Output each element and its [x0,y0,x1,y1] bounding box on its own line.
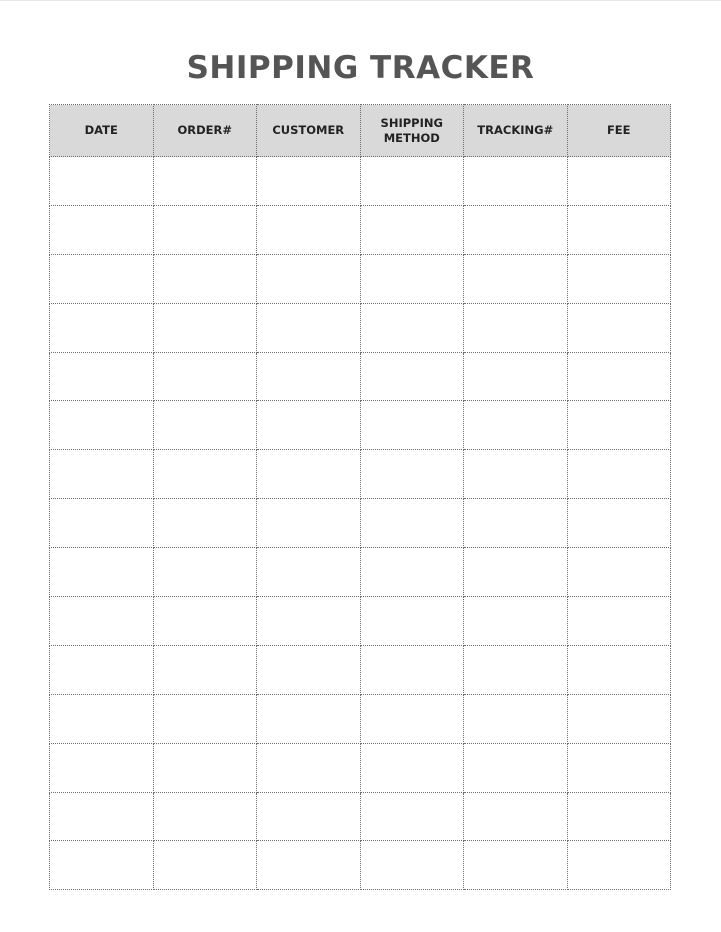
table-cell[interactable] [257,157,361,206]
table-cell[interactable] [567,499,671,548]
top-divider [0,0,721,1]
table-cell[interactable] [360,254,464,303]
table-cell[interactable] [464,792,568,841]
table-row [50,597,671,646]
table-row [50,548,671,597]
table-cell[interactable] [153,401,257,450]
table-cell[interactable] [50,254,154,303]
table-cell[interactable] [257,499,361,548]
table-cell[interactable] [153,841,257,890]
table-cell[interactable] [567,792,671,841]
table-cell[interactable] [257,792,361,841]
table-cell[interactable] [360,205,464,254]
table-cell[interactable] [50,499,154,548]
table-cell[interactable] [360,303,464,352]
table-cell[interactable] [153,352,257,401]
table-cell[interactable] [257,352,361,401]
table-cell[interactable] [153,254,257,303]
column-header-tracking [464,105,568,157]
table-cell[interactable] [464,303,568,352]
table-cell[interactable] [464,694,568,743]
table-cell[interactable] [464,450,568,499]
table-cell[interactable] [257,450,361,499]
table-row [50,254,671,303]
table-cell[interactable] [50,303,154,352]
table-cell[interactable] [360,352,464,401]
table-cell[interactable] [50,450,154,499]
table-cell[interactable] [153,303,257,352]
table-row [50,303,671,352]
table-cell[interactable] [257,743,361,792]
table-cell[interactable] [50,157,154,206]
table-row [50,645,671,694]
table-cell[interactable] [257,645,361,694]
column-header-label: TRACKING# [477,123,554,137]
table-row [50,205,671,254]
table-cell[interactable] [567,597,671,646]
table-row [50,841,671,890]
table-cell[interactable] [360,645,464,694]
column-header-shipping-method [360,105,464,157]
table-body [50,157,671,890]
column-header-label: ORDER# [177,123,233,137]
table-cell[interactable] [360,841,464,890]
column-header-label: DATE [84,123,118,137]
table-cell[interactable] [50,645,154,694]
table-cell[interactable] [153,548,257,597]
table-row [50,450,671,499]
table-cell[interactable] [567,352,671,401]
table-cell[interactable] [50,841,154,890]
table-cell[interactable] [567,548,671,597]
table-cell[interactable] [360,450,464,499]
table-cell[interactable] [153,694,257,743]
table-cell[interactable] [464,401,568,450]
table-cell[interactable] [50,352,154,401]
table-cell[interactable] [567,645,671,694]
table-cell[interactable] [257,694,361,743]
table-cell[interactable] [360,401,464,450]
table-cell[interactable] [567,841,671,890]
column-header-customer [257,105,361,157]
table-cell[interactable] [464,205,568,254]
table-row [50,792,671,841]
table-cell[interactable] [50,792,154,841]
table-cell[interactable] [153,499,257,548]
table-cell[interactable] [567,450,671,499]
table-cell[interactable] [153,205,257,254]
table-cell[interactable] [153,597,257,646]
table-row [50,352,671,401]
table-cell[interactable] [257,548,361,597]
column-header-label: FEE [606,123,631,137]
table-cell[interactable] [567,694,671,743]
table-cell[interactable] [360,499,464,548]
table-cell[interactable] [50,694,154,743]
table-cell[interactable] [257,205,361,254]
table-cell[interactable] [257,303,361,352]
table-cell[interactable] [257,597,361,646]
table-cell[interactable] [464,254,568,303]
table-cell[interactable] [567,743,671,792]
table-cell[interactable] [257,401,361,450]
table-cell[interactable] [153,743,257,792]
table-cell[interactable] [153,450,257,499]
table-cell[interactable] [464,352,568,401]
shipping-tracker-table [49,104,671,890]
table-cell[interactable] [257,841,361,890]
page-title: SHIPPING TRACKER [186,50,535,86]
table-cell[interactable] [567,157,671,206]
column-header-label-line2: METHOD [383,130,440,145]
table-row [50,743,671,792]
table-cell[interactable] [360,157,464,206]
table-cell[interactable] [567,303,671,352]
column-header-label: CUSTOMER [272,123,345,137]
table-cell[interactable] [50,743,154,792]
table-cell[interactable] [153,792,257,841]
table-cell[interactable] [464,499,568,548]
column-header-order [153,105,257,157]
column-header-fee [567,105,671,157]
table-cell[interactable] [464,841,568,890]
table-row [50,157,671,206]
table-cell[interactable] [153,157,257,206]
header-row [50,105,671,157]
table-cell[interactable] [567,254,671,303]
table-cell[interactable] [464,743,568,792]
table-cell[interactable] [360,743,464,792]
table-cell[interactable] [50,205,154,254]
table-cell[interactable] [153,645,257,694]
table-cell[interactable] [464,597,568,646]
table-cell[interactable] [360,548,464,597]
table-cell[interactable] [567,401,671,450]
table-cell[interactable] [50,597,154,646]
table-cell[interactable] [464,548,568,597]
table-cell[interactable] [50,548,154,597]
table-cell[interactable] [360,792,464,841]
column-header-label-line1: SHIPPING [380,115,443,130]
table-row [50,694,671,743]
column-header-date [50,105,154,157]
table-cell[interactable] [567,205,671,254]
table-cell[interactable] [464,157,568,206]
table-cell[interactable] [360,694,464,743]
table-row [50,401,671,450]
table-row [50,499,671,548]
table-cell[interactable] [257,254,361,303]
table-cell[interactable] [50,401,154,450]
table-cell[interactable] [360,597,464,646]
table-cell[interactable] [464,645,568,694]
